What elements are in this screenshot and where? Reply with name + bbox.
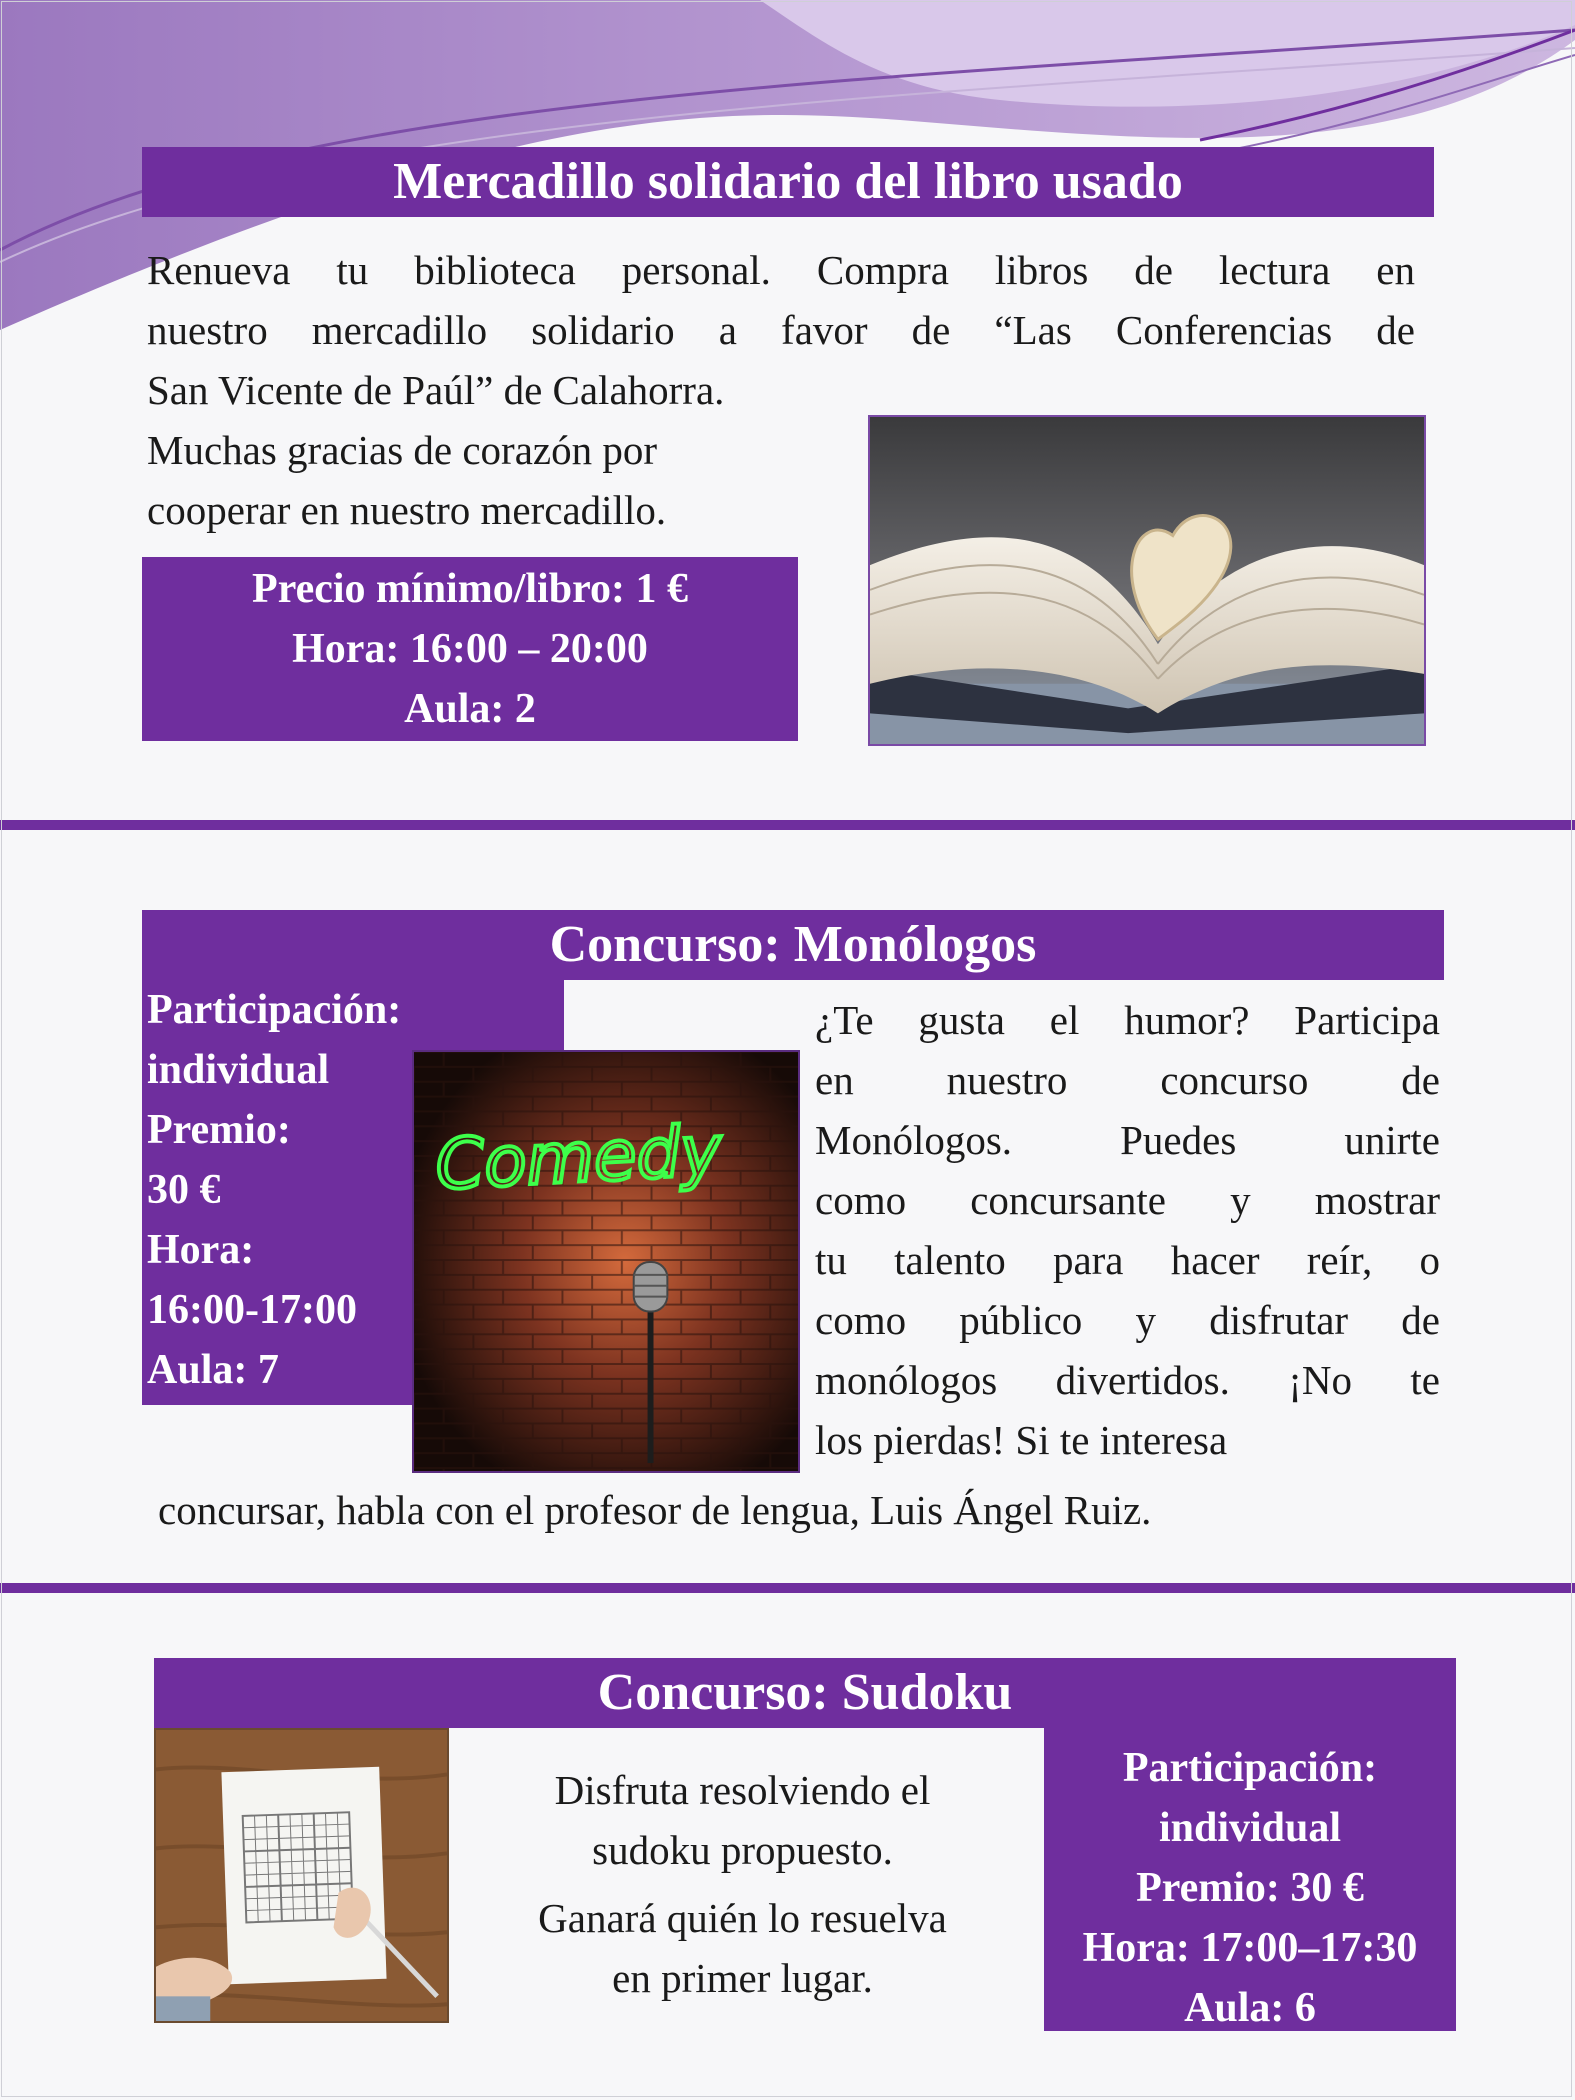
- monologos-info-0: Participación:: [147, 987, 402, 1033]
- mercadillo-thanks-line-2: cooperar en nuestro mercadillo.: [147, 487, 667, 533]
- monologos-info-5: 16:00-17:00: [147, 1287, 357, 1333]
- sudoku-title: Concurso: Sudoku: [154, 1658, 1456, 1728]
- sudoku-info-3: Hora: 17:00–17:30: [1082, 1925, 1418, 1971]
- neon-sign: Comedy: [433, 1111, 724, 1206]
- mercadillo-thanks-line-1: Muchas gracias de corazón por: [147, 427, 657, 473]
- mercadillo-price: Precio mínimo/libro: 1 €: [252, 566, 688, 612]
- sudoku-info-0: Participación:: [1122, 1745, 1378, 1791]
- monologos-title: Concurso: Monólogos: [142, 910, 1444, 980]
- monologos-text-1: en nuestro concurso de: [815, 1057, 1440, 1103]
- sudoku-info-4: Aula: 6: [1184, 1985, 1316, 2031]
- monologos-text-2: Monólogos. Puedes unirte: [815, 1117, 1440, 1163]
- mercadillo-paragraph-line-2: nuestro mercadillo solidario a favor de “Las Conferencias de: [147, 307, 1415, 353]
- sudoku-info-box: [1044, 1728, 1456, 2031]
- sudoku-text: [455, 1760, 1030, 2008]
- sudoku-text2-0: Ganará quién lo resuelva: [538, 1895, 947, 1941]
- mercadillo-hour: Hora: 16:00 – 20:00: [292, 626, 648, 672]
- section-divider-1: [0, 820, 1575, 830]
- monologos-info: [147, 980, 447, 1400]
- monologos-text-7: los pierdas! Si te interesa: [815, 1417, 1228, 1463]
- monologos-info-4: Hora:: [147, 1227, 255, 1273]
- open-book-heart-photo: [868, 415, 1426, 746]
- monologos-text-5: como público y disfrutar de: [815, 1297, 1440, 1343]
- monologos-notch: [566, 980, 806, 1048]
- monologos-text-0: ¿Te gusta el humor? Participa: [815, 997, 1440, 1043]
- monologos-closing-line: concursar, habla con el profesor de lengua, Luis Ángel Ruiz.: [158, 1487, 1152, 1533]
- monologos-info-2: Premio:: [147, 1107, 291, 1153]
- monologos-text: [815, 990, 1440, 1470]
- monologos-text-3: como concursante y mostrar: [815, 1177, 1440, 1223]
- mercadillo-paragraph-line-3: San Vicente de Paúl” de Calahorra.: [147, 367, 725, 413]
- sudoku-text2-1: en primer lugar.: [612, 1955, 873, 2001]
- mercadillo-paragraph-line-1: Renueva tu biblioteca personal. Compra libros de lectura en: [147, 247, 1415, 293]
- monologos-info-3: 30 €: [147, 1167, 221, 1213]
- monologos-info-1: individual: [147, 1047, 330, 1093]
- mercadillo-info-box: [142, 557, 798, 741]
- sudoku-text1-0: Disfruta resolviendo el: [554, 1767, 931, 1813]
- mercadillo-title: Mercadillo solidario del libro usado: [142, 147, 1434, 217]
- monologos-info-6: Aula: 7: [147, 1347, 279, 1393]
- sudoku-info-2: Premio: 30 €: [1136, 1865, 1364, 1911]
- monologos-text-6: monólogos divertidos. ¡No te: [815, 1357, 1440, 1403]
- monologos-text-4: tu talento para hacer reír, o: [815, 1237, 1440, 1283]
- sudoku-info-1: individual: [1158, 1805, 1342, 1851]
- sudoku-paper-photo: [154, 1728, 449, 2023]
- mercadillo-room: Aula: 2: [404, 686, 536, 732]
- comedy-microphone-photo: [412, 1050, 800, 1473]
- sudoku-text1-1: sudoku propuesto.: [592, 1827, 893, 1873]
- section-divider-2: [0, 1583, 1575, 1593]
